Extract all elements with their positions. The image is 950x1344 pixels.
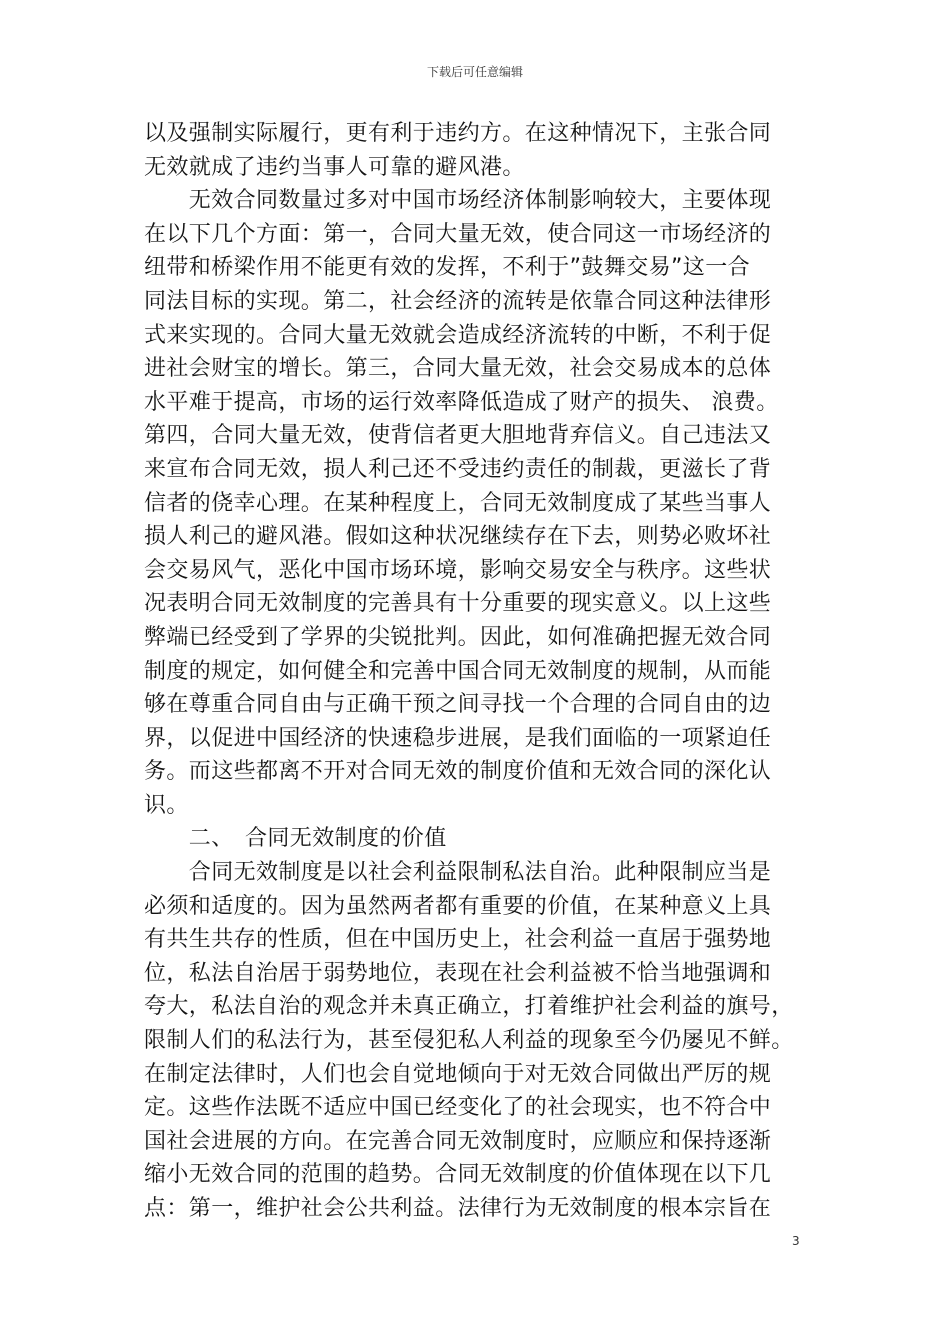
text-line: 点：第一，维护社会公共利益。法律行为无效制度的根本宗旨在 [144,1196,772,1221]
text-line: 识。 [144,792,189,818]
text-line: 纽带和桥梁作用不能更有效的发挥，不利于”鼓舞交易”这一合 [144,255,750,281]
text-line: 国社会进展的方向。在完善合同无效制度时，应顺应和保持逐渐 [144,1128,772,1154]
text-line: 有共生共存的性质，但在中国历史上，社会利益一直居于强势地 [144,927,772,953]
text-line: 够在尊重合同自由与正确干预之间寻找一个合理的合同自由的边 [144,692,772,718]
text-line: 式来实现的。合同大量无效就会造成经济流转的中断，不利于促 [144,322,772,348]
text-line: 界，以促进中国经济的快速稳步进展，是我们面临的一项紧迫任 [144,725,772,751]
text-line: 水平难于提高，市场的运行效率降低造成了财产的损失、 浪费。 [144,389,779,415]
text-line: 务。而这些都离不开对合同无效的制度价值和无效合同的深化认 [144,759,772,785]
text-line: 无效就成了违约当事人可靠的避风港。 [144,154,525,180]
page-header: 下载后可任意编辑 [426,65,523,79]
text-line: 必须和适度的。因为虽然两者都有重要的价值，在某种意义上具 [144,893,772,919]
text-line: 第四，合同大量无效，使背信者更大胆地背弃信义。自己违法又 [144,423,772,449]
text-line: 损人利己的避风港。假如这种状况继续存在下去，则势必败坏社 [144,524,772,550]
text-line: 位，私法自治居于弱势地位，表现在社会利益被不恰当地强调和 [144,960,772,986]
text-line: 况表明合同无效制度的完善具有十分重要的现实意义。以上这些 [144,591,772,617]
text-line: 来宣布合同无效，损人利己还不受违约责任的制裁，更滋长了背 [144,456,772,482]
document-body [144,117,808,1226]
text-line: 缩小无效合同的范围的趋势。合同无效制度的价值体现在以下几 [144,1162,772,1188]
text-line: 二、 合同无效制度的价值 [144,826,447,852]
text-line: 在制定法律时，人们也会自觉地倾向于对无效合同做出严厉的规 [144,1061,772,1087]
text-line: 以及强制实际履行，更有利于违约方。在这种情况下，主张合同 [144,121,772,146]
text-line: 合同无效制度是以社会利益限制私法自治。此种限制应当是 [144,860,772,886]
text-line: 进社会财宝的增长。第三，合同大量无效，社会交易成本的总体 [144,356,772,382]
text-line: 在以下几个方面：第一，合同大量无效，使合同这一市场经济的 [144,221,772,247]
text-line: 夸大，私法自治的观念并未真正确立，打着维护社会利益的旗号， [144,994,794,1020]
text-line: 制度的规定，如何健全和完善中国合同无效制度的规制，从而能 [144,658,772,684]
text-line: 同法目标的实现。第二，社会经济的流转是依靠合同这种法律形 [144,288,772,314]
text-line: 限制人们的私法行为，甚至侵犯私人利益的现象至今仍屡见不鲜。 [144,1028,794,1054]
text-line: 会交易风气，恶化中国市场环境，影响交易安全与秩序。这些状 [144,557,772,583]
text-line: 信者的侥幸心理。在某种程度上，合同无效制度成了某些当事人 [144,490,772,516]
text-line: 弊端已经受到了学界的尖锐批判。因此，如何准确把握无效合同 [144,624,772,650]
text-line: 无效合同数量过多对中国市场经济体制影响较大，主要体现 [144,188,772,214]
text-line: 定。这些作法既不适应中国已经变化了的社会现实，也不符合中 [144,1095,772,1121]
page-number: 3 [792,1234,800,1248]
